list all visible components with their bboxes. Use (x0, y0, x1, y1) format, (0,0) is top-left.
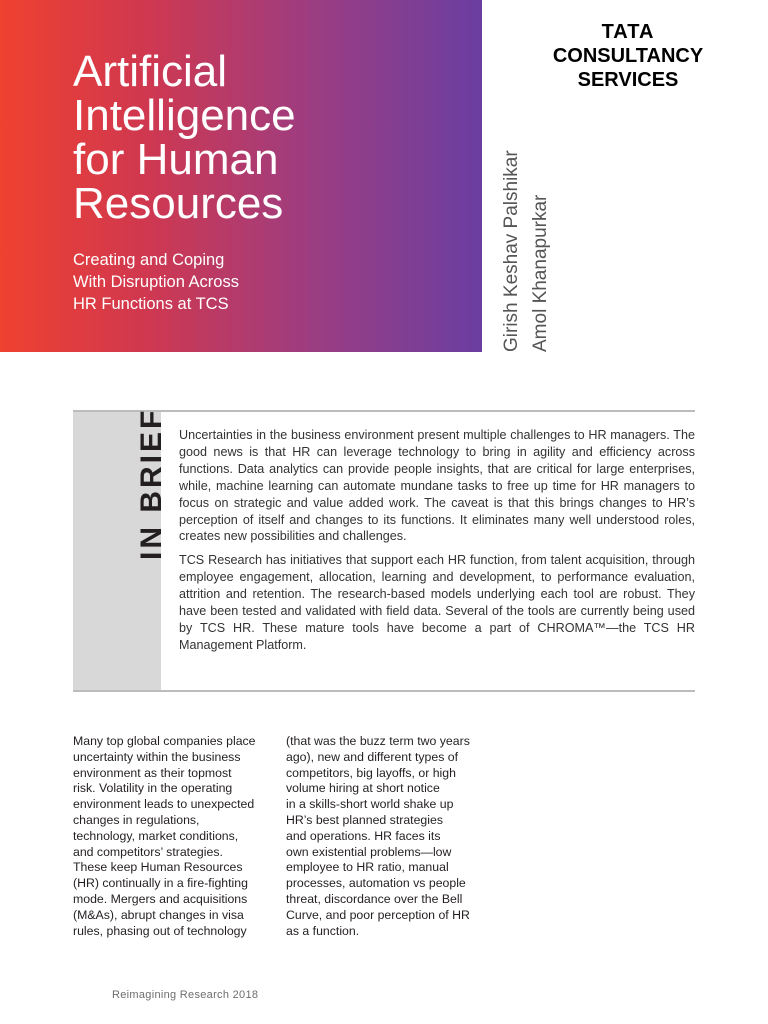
body-line: employee to HR ratio, manual (286, 860, 449, 875)
body-column-right (286, 734, 486, 939)
body-line: volume hiring at short notice (286, 781, 440, 796)
body-line: competitors, big layoffs, or high (286, 765, 456, 780)
body-line: mode. Mergers and acquisitions (73, 891, 248, 906)
body-column-left (73, 734, 273, 939)
title-line: Artificial (73, 47, 228, 96)
body-line: processes, automation vs people (286, 876, 466, 891)
body-line: (M&As), abrupt changes in visa (73, 907, 244, 922)
logo-tata: TATA (601, 21, 655, 43)
brief-paragraph: TCS Research has initiatives that support each HR function, from talent acquisition, through employee engagement, allocation, learning and development, to performance evaluation, attrition and retention. The research-based models underlying each tool are robust. They have been tested and validated with field data. Several of the tools are currently being used by TCS HR. These mature tools have become a part of CHROMA™—the TCS HR Management Platform. (179, 553, 695, 652)
body-line: in a skills-short world shake up (286, 797, 454, 812)
tcs-logo (548, 20, 708, 92)
subtitle-line: HR Functions at TCS (73, 295, 229, 313)
body-line: own existential problems—low (286, 844, 452, 859)
body-line: environment leads to unexpected (73, 797, 255, 812)
subtitle-line: With Disruption Across (73, 273, 239, 291)
body-line: threat, discordance over the Bell (286, 891, 463, 906)
subtitle-line: Creating and Coping (73, 251, 225, 269)
title-line: Intelligence (73, 91, 296, 140)
author-name: Girish Keshav Palshikar (501, 150, 522, 352)
in-brief-label: IN BRIEF (135, 407, 168, 560)
body-line: HR’s best planned strategies (286, 812, 443, 827)
author-list (497, 122, 555, 352)
body-line: (that was the buzz term two years (286, 734, 470, 748)
body-line: risk. Volatility in the operating (73, 781, 233, 796)
body-line: environment as their topmost (73, 765, 232, 780)
body-line: technology, market conditions, (73, 828, 239, 843)
body-line: (HR) continually in a fire-fighting (73, 876, 248, 891)
title-line: Resources (73, 179, 284, 228)
body-line: ago), new and different types of (286, 749, 459, 764)
brief-paragraph: Uncertainties in the business environment present multiple challenges to HR managers. The good news is that HR can leverage technology to bring in agility and efficiency across functions. Data analytics can provide people insights, that are critical for large enterprises, while, machine learning can automate mundane tasks to free up time for HR managers to focus on strategic and value added work. The caveat is that this brings changes to HR’s perception of itself and changes to its functions. It eliminates many well understood roles, creates new possibilities and challenges. (179, 428, 695, 544)
logo-services: SERVICES (577, 69, 679, 91)
article-subtitle (73, 249, 453, 315)
body-line: uncertainty within the business (73, 749, 241, 764)
body-line: and operations. HR faces its (286, 828, 441, 843)
author-name: Amol Khanapurkar (530, 194, 551, 352)
body-line: changes in regulations, (73, 812, 200, 827)
logo-consultancy: CONSULTANCY (552, 45, 704, 67)
body-line: Curve, and poor perception of HR (286, 907, 470, 922)
body-line: and competitors’ strategies. (73, 844, 223, 859)
article-title (73, 47, 473, 228)
in-brief-text (179, 427, 695, 661)
body-line: Many top global companies place (73, 734, 256, 748)
body-line: rules, phasing out of technology (73, 923, 247, 938)
page-footer: Reimagining Research 2018 (112, 989, 259, 1001)
body-line: These keep Human Resources (73, 860, 243, 875)
title-line: for Human (73, 135, 279, 184)
body-line: as a function. (286, 923, 360, 938)
